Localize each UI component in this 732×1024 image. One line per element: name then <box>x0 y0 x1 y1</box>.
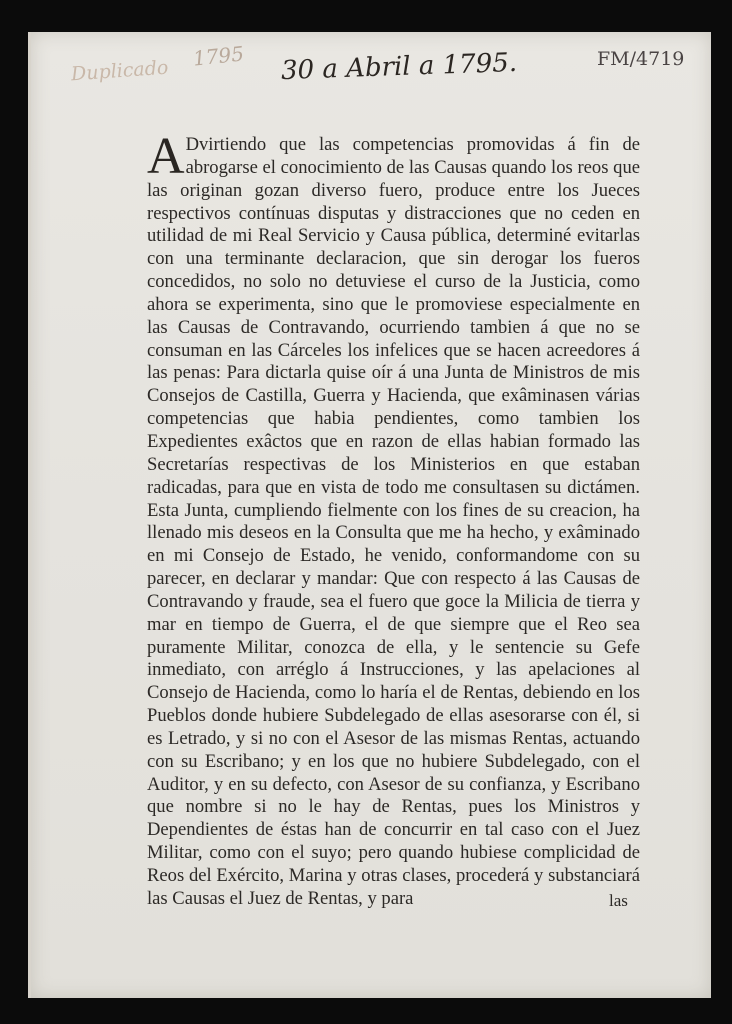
catchword: las <box>609 891 628 910</box>
handwritten-year-note: 1795 <box>191 41 246 71</box>
drop-cap-initial: A <box>147 128 185 185</box>
archive-reference-number: FM/4719 <box>597 48 685 70</box>
decree-body-text <box>147 128 640 911</box>
handwritten-date-heading: 30 a Abril a 1795. <box>280 47 518 87</box>
document-page <box>28 32 711 998</box>
handwritten-duplicate-note: Duplicado <box>70 56 170 86</box>
decree-paragraph: Dvirtiendo que las competencias promovidas á fin de abrogarse el conocimiento de las Causas quando los reos que las originan gozan diverso fuero, produce entre los Jueces respectivos contínuas disputas y distracciones que no ceden en utilidad de mi Real Servicio y Causa pública, determiné evitarlas con una terminante declaracion, que sin derogar los fueros concedidos, no solo no detuviese el curso de la Justicia, como ahora se experimenta, sino que le promoviese especialmente en las Causas de Contravando, ocurriendo tambien á que no se consuman en las Cárceles los infelices que se hacen acreedores á las penas: Para dictarla quise oír á una Junta de Ministros de mis Consejos de Castilla, Guerra y Hacienda, que exâminasen várias competencias que habia pendientes, como tambien los Expedientes exâctos que en razon de ellas habian formado las Secretarías respectivas de los Ministerios en que estaban radicadas, para que en vista de todo me consultasen su dictámen. Esta Junta, cumpliendo fielmente con los fines de su creacion, ha llenado mis deseos en la Consulta que me ha hecho, y exâminado en mi Consejo de Estado, he venido, conformandome con su parecer, en declarar y mandar: Que con respecto á las Causas de Contravando y fraude, sea el fuero que goce la Milicia de tierra y mar en tiempo de Guerra, el de que siempre que el Reo sea puramente Militar, conozca de ella, y le sentencie su Gefe inmediato, con arréglo á Instrucciones, y las apelaciones al Consejo de Hacienda, como lo haría el de Rentas, debiendo en los Pueblos donde hubiere Subdelegado de ellas asesorarse con él, si es Letrado, y si no con el Asesor de las mismas Rentas, actuando con su Escribano; y en los que no hubiere Subdelegado, con el Auditor, y en su defecto, con Asesor de su confianza, y Escribano que nombre si no le hay de Rentas, pues los Ministros y Dependientes de éstas han de concurrir en tal caso con el Juez Militar, como con el suyo; pero quando hubiese complicidad de Reos del Exército, Marina y otras clases, procederá y substanciará las Causas el Juez de Rentas, y para <box>147 134 640 909</box>
